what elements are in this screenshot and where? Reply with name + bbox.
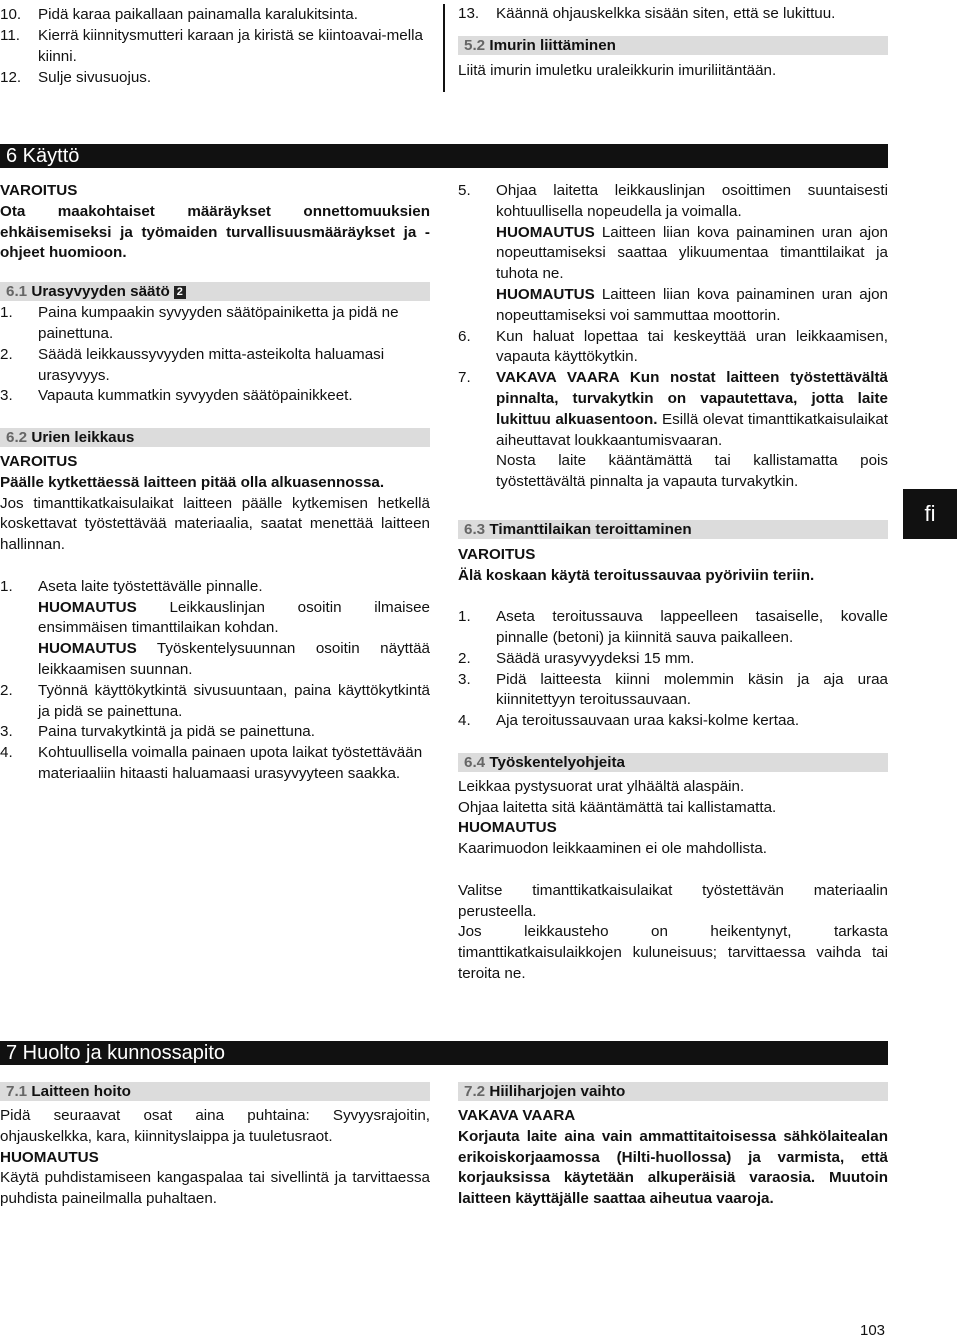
list-item: 2. Säädä leikkaussyvyyden mitta-asteikolta haluamasi urasyvyys.	[0, 345, 385, 384]
section-heading-6-1: 6.1 Urasyvyyden säätö 2	[0, 282, 430, 301]
top-left-list	[0, 4, 430, 88]
list-item: 2. Työnnä käyttökytkintä sivusuuntaan, paina käyttökytkintä ja pidä se painettuna.	[0, 681, 430, 720]
list-item: 6. Kun haluat lopettaa tai keskeyttää uran leikkaamisen, vapauta käyttökytkin.	[458, 327, 888, 366]
list-item: 4. Kohtuullisella voimalla painaen upota laikat työstettävään materiaaliin hitaasti haluamaasi urasyvyyteen saakka.	[0, 744, 423, 782]
warning-label: VAKAVA VAARA	[458, 1107, 576, 1124]
left-column-sec7: 7.1 Laitteen hoito Pidä seuraavat osat aina puhtaina: Syvyysrajoitin, ohjauskelkka, kara, kiinnityslaippa ja tuuletusraot. HUOMAUTUS Käytä puhdistamiseen kangaspalaa tai sivellintä ja tarvittaessa puhdista paineilmalla puhaltaen.	[0, 1083, 430, 1208]
danger-text: VAKAVA VAARA Kun nostat laitteen työstettävältä pinnalta, turvakytkin on vapautettava, jotta laite lukittuu alkuasentoon.	[496, 369, 888, 428]
note-label: HUOMAUTUS	[0, 1148, 99, 1166]
list-item: 1. Paina kumpaakin syvyyden säätöpainiketta ja pidä ne painettuna.	[0, 304, 399, 342]
list-item: 7. VAKAVA VAARA Kun nostat laitteen työstettävältä pinnalta, turvakytkin on vapautettava, jotta laite lukittuu alkuasentoon. Esillä olevat timanttikatkaisulaikat aiheuttavat loukkaantumisvaaran. Nosta laite kääntämättä tai kallistamatta pois työstettävältä pinnalta ja vapauta turvakytkin.	[458, 369, 888, 491]
warning-label: VAROITUS	[0, 452, 78, 470]
list-item: 3. Pidä laitteesta kiinni molemmin käsin ja aja uraa kiinnitettyyn teroitussauvaan.	[458, 670, 888, 709]
section-heading-7-1: 7.1 Laitteen hoito	[0, 1082, 430, 1101]
list-item: 4. Aja teroitussauvaan uraa kaksi-kolme kertaa.	[458, 712, 800, 730]
section-heading-6-4: 6.4 Työskentelyohjeita	[458, 753, 888, 772]
column-divider	[443, 4, 445, 92]
list-item: 10. Pidä karaa paikallaan painamalla karalukitsinta.	[0, 6, 358, 23]
list-item: 1. Aseta teroitussauva lappeelleen tasaiselle, kovalle pinnalle (betoni) ja kiinnitä sauva paikalleen.	[458, 608, 888, 646]
warning-text: Jos timanttikatkaisulaikat laitteen päälle kytkemisen hetkellä koskettavat työstettävää materiaalia, saatat menettää laitteen hallinnan.	[0, 494, 430, 554]
note-label: HUOMAUTUS	[38, 640, 137, 658]
list-item: 12. Sulje sivusuojus.	[0, 69, 152, 86]
left-column-sec6	[0, 181, 430, 785]
list-item: 5. Ohjaa laitetta leikkauslinjan osoittimen suuntaisesti kohtuullisella nopeudella ja voimalla. HUOMAUTUS Laitteen liian kova painaminen uran ajon nopeuttamiseksi saattaa ylikuumentaa timanttilaikat ja tuhota ne. HUOMAUTUS Laitteen liian kova painaminen uran ajon nopeuttamiseksi voi sammuttaa moottorin.	[458, 182, 888, 324]
figure-key-badge: 2	[174, 286, 186, 299]
section-heading-5-2: 5.2 Imurin liittäminen	[458, 36, 888, 55]
warning-label: VAROITUS	[458, 545, 536, 563]
section-bar-6: 6 Käyttö	[0, 144, 888, 168]
warning-text: Ota maakohtaiset määräykset onnettomuuksien ehkäisemiseksi ja työmaiden turvallisuusmääräykset ja -ohjeet huomioon.	[0, 202, 430, 262]
section-heading-6-3: 6.3 Timanttilaikan teroittaminen	[458, 520, 888, 539]
section-heading-6-2: 6.2 Urien leikkaus	[0, 428, 430, 447]
warning-bold: Korjauta laite aina vain ammattitaitoisessa sähkölaitealan erikoiskorjaamossa (Hilti-huollossa) ja varmista, että korjauksissa käytetään alkuperäisiä varaosia. Muutoin laitteen käyttäjälle saattaa aiheutua vaaroja.	[458, 1127, 888, 1208]
section-heading-7-2: 7.2 Hiiliharjojen vaihto	[458, 1082, 888, 1101]
page-number: 103	[860, 1322, 886, 1339]
warning-label: VAROITUS	[0, 182, 78, 199]
language-tab: fi	[903, 489, 957, 539]
right-column-sec7	[458, 1082, 888, 1210]
list-item: 1. Aseta laite työstettävälle pinnalle. HUOMAUTUS Leikkauslinjan osoitin ilmaisee ensimmäisen timanttilaikan kohdan. HUOMAUTUS Työskentelysuunnan osoitin näyttää leikkaamisen suunnan.	[0, 577, 430, 678]
note-label: HUOMAUTUS	[496, 285, 595, 303]
list-item: 3. Vapauta kummatkin syvyyden säätöpainikkeet.	[0, 387, 353, 405]
list-item: 3. Paina turvakytkintä ja pidä se painettuna.	[0, 723, 315, 741]
paragraph: Liitä imurin imuletku uraleikkurin imuriliitäntään.	[458, 61, 777, 79]
warning-bold: Päälle kytkettäessä laitteen pitää olla alkuasennossa.	[0, 473, 385, 491]
note-label: HUOMAUTUS	[496, 223, 595, 241]
right-column-sec6: 5. Ohjaa laitetta leikkauslinjan osoittimen suuntaisesti kohtuullisella nopeudella ja voimalla. HUOMAUTUS Laitteen liian kova painaminen uran ajon nopeuttamiseksi saattaa ylikuumentaa timanttilaikat ja tuhota ne. HUOMAUTUS Laitteen liian kova painaminen uran ajon nopeuttamiseksi voi sammuttaa moottorin. 6. Kun haluat lopettaa tai keskeyttää uran leikkaamisen, vapauta käyttökytkin. 7. VAKAVA VAARA Kun nostat laitteen työstettävältä pinnalta, turvakytkin on vapautettava, jotta laite lukittuu alkuasentoon. Esillä olevat timanttikatkaisulaikat aiheuttavat loukkaantumisvaaran. Nosta laite kääntämättä tai kallistamatta pois työstettävältä pinnalta ja vapauta turvakytkin. 6.3 Timanttilaikan teroittaminen VAROITUS Älä koskaan käytä teroitussauvaa pyöriviin teriin. 1. Aseta teroitussauva lappeelleen tasaiselle, kovalle pinnalle (betoni) ja kiinnitä sauva paikalleen. 2. Säädä urasyvyydeksi 15 mm. 3. Pidä laitteesta kiinni molemmin käsin ja aja uraa kiinnitettyyn teroitussauvaan. 4. Aja teroitussauvaan uraa kaksi-kolme kertaa. 6.4 Työskentelyohjeita Leikkaa pystysuorat urat ylhäältä alaspäin. Ohjaa laitetta sitä kääntämättä tai kallistamatta. HUOMAUTUS Kaarimuodon leikkaaminen ei ole mahdollista. Valitse timanttikatkaisulaikat työstettävän materiaalin perusteella. Jos leikkausteho on heikentynyt, tarkasta timanttikatkaisulaikkojen kuluneisuus; tarvittaessa vaihda tai teroita ne.	[458, 182, 888, 982]
note-label: HUOMAUTUS	[38, 598, 137, 616]
list-item: 11. Kierrä kiinnitysmutteri karaan ja kiristä se kiintoavai-mella kiinni.	[0, 27, 423, 65]
top-right-block	[458, 4, 888, 82]
note-label: HUOMAUTUS	[458, 819, 557, 837]
warning-bold: Älä koskaan käytä teroitussauvaa pyöriviin teriin.	[458, 566, 815, 584]
list-item: 2. Säädä urasyvyydeksi 15 mm.	[458, 649, 695, 667]
list-item: 13. Käännä ohjauskelkka sisään siten, että se lukittuu.	[458, 5, 836, 22]
section-bar-7: 7 Huolto ja kunnossapito	[0, 1041, 888, 1065]
